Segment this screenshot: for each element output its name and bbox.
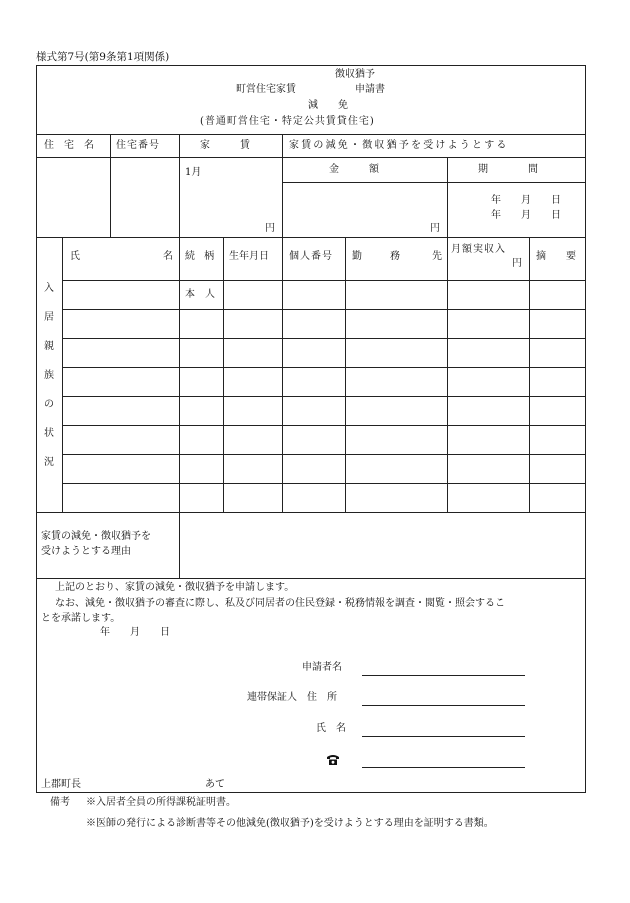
rule-header-bottom	[36, 157, 586, 158]
family-col-work-b: 務	[390, 251, 400, 262]
vline-id	[282, 237, 283, 512]
rent-yen: 円	[265, 223, 275, 234]
rule-family-bottom	[36, 512, 586, 513]
vline-rent	[179, 134, 180, 237]
family-col-income: 月額実収入	[451, 244, 506, 255]
side-label-4: 族	[44, 370, 54, 381]
rule-family-header	[62, 280, 586, 281]
vline-house-number	[110, 134, 111, 237]
applicant-label: 申請者名	[302, 662, 342, 673]
rule-reason-bottom	[36, 578, 586, 579]
amount-yen: 円	[430, 223, 440, 234]
side-label-7: 況	[44, 457, 54, 468]
guarantor-name-label: 氏 名	[316, 723, 346, 734]
header-house-number: 住宅番号	[116, 140, 160, 151]
reason-label-1: 家賃の減免・徴収猶予を	[41, 531, 151, 542]
family-col-work-c: 先	[432, 251, 442, 262]
rule-family-2	[62, 338, 586, 339]
side-label-3: 親	[44, 341, 54, 352]
side-label-6: 状	[44, 428, 54, 439]
rule-family-3	[62, 367, 586, 368]
header-period: 期 間	[478, 164, 538, 175]
period-from: 年 月 日	[491, 195, 561, 206]
header-amount: 金 額	[329, 164, 379, 175]
remarks-item2: ※医師の発行による診断書等その他減免(徴収猶予)を受けようとする理由を証明する書類。	[86, 818, 494, 829]
vline-request	[282, 134, 283, 237]
header-rent: 家 賃	[200, 140, 250, 151]
header-house-name: 住 宅 名	[44, 140, 94, 151]
rule-amount-bottom	[282, 182, 586, 183]
guarantor-address-line[interactable]	[362, 705, 525, 706]
remarks-item1: ※入居者全員の所得課税証明書。	[86, 797, 236, 808]
title-line3: 減 免	[308, 100, 348, 111]
period-to: 年 月 日	[491, 210, 561, 221]
guarantor-address-label: 連帯保証人 住 所	[247, 692, 337, 703]
phone-line[interactable]	[362, 767, 525, 768]
side-label-5: の	[44, 399, 54, 410]
side-label-2: 居	[44, 312, 54, 323]
statement-date: 年 月 日	[100, 627, 170, 638]
addressee-ate: あて	[205, 779, 225, 790]
applicant-line[interactable]	[362, 675, 525, 676]
vline-period	[447, 157, 448, 237]
form-number: 様式第7号(第9条第1項関係)	[36, 51, 170, 63]
addressee: 上郡町長	[41, 779, 81, 790]
remarks-label: 備考	[50, 797, 70, 808]
header-request: 家賃の減免・徴収猶予を受けようとする	[289, 140, 509, 151]
vline-relation	[179, 237, 180, 512]
telephone-icon	[326, 754, 340, 766]
statement-line2: なお、減免・徴収猶予の審査に際し、私及び同居者の住民登録・税務情報を調査・閲覧・照会するこ	[55, 598, 505, 609]
rule-family-7	[62, 483, 586, 484]
title-line4: (普通町営住宅・特定公共賃貸住宅)	[200, 116, 375, 127]
vline-side	[62, 237, 63, 512]
family-col-birth: 生年月日	[229, 251, 269, 262]
family-col-income-yen: 円	[512, 258, 522, 269]
family-col-id: 個人番号	[289, 251, 333, 262]
rule-family-5	[62, 425, 586, 426]
title-line1: 徴収猶予	[335, 69, 375, 80]
statement-line3: とを承諾します。	[41, 613, 121, 624]
family-col-relation: 続 柄	[185, 251, 218, 262]
family-col-name-a: 氏	[70, 251, 80, 262]
rule-family-6	[62, 454, 586, 455]
vline-reason	[179, 512, 180, 578]
guarantor-name-line[interactable]	[362, 736, 525, 737]
side-label-1: 入	[44, 283, 54, 294]
statement-line1: 上記のとおり、家賃の減免・徴収猶予を申請します。	[55, 582, 295, 593]
rule-family-4	[62, 396, 586, 397]
reason-label-2: 受けようとする理由	[41, 546, 131, 557]
rule-house-bottom	[36, 237, 586, 238]
family-col-name-b: 名	[163, 251, 173, 262]
vline-income	[447, 237, 448, 512]
family-col-note: 摘 要	[536, 251, 576, 262]
title-line2a: 町営住宅家賃	[236, 84, 296, 95]
rule-title-bottom	[36, 134, 586, 135]
family-self: 本 人	[185, 289, 215, 300]
rent-month: 1月	[185, 167, 202, 178]
family-col-work-a: 勤	[352, 251, 362, 262]
vline-note	[529, 237, 530, 512]
vline-work	[345, 237, 346, 512]
title-line2b: 申請書	[355, 84, 385, 95]
rule-family-1	[62, 309, 586, 310]
vline-birth	[223, 237, 224, 512]
